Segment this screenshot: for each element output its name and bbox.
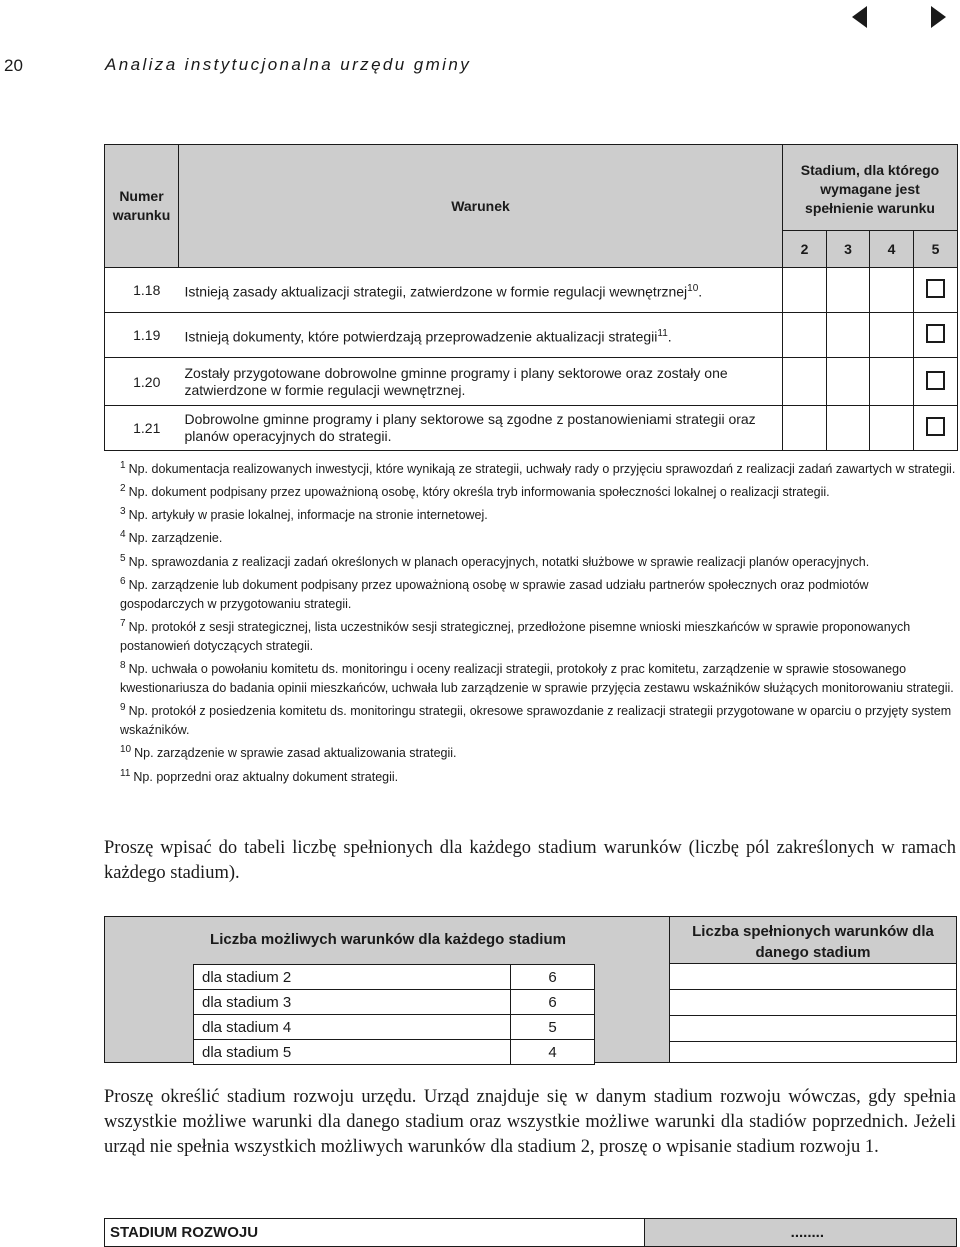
header-stage-3: 3 [827,231,870,268]
table-row [105,358,958,406]
footnote: $^5$ Np. sprawozdania z realizacji zadań określonych w planach operacyjnych, notatki służbowe w sprawie realizacji planów operacyjnych. [120,552,870,569]
header-number: Numer warunku [105,145,179,268]
table-row [105,406,958,451]
footnote: $^4$ Np. zarządzenie. [120,529,223,546]
stage-label: dla stadium 3 [194,990,511,1015]
stage-label: dla stadium 4 [194,1015,511,1040]
row-condition: Istnieją dokumenty, które potwierdzają przeprowadzenie aktualizacji strategii$^{11}$. [179,313,783,358]
table-row [194,1015,595,1040]
stage-count: 6 [511,965,595,990]
header-stage-2: 2 [783,231,827,268]
row-number: 1.19 [105,313,179,358]
conditions-table [104,144,958,451]
row-number: 1.21 [105,406,179,451]
table-row [105,268,958,313]
footnotes [120,456,956,787]
possible-conditions-panel [104,916,670,1063]
instruction-paragraph: Proszę wpisać do tabeli liczbę spełnionych dla każdego stadium warunków (liczbę pól zakreślonych w ramach każdego stadium). [104,838,956,883]
checkbox-stage-5[interactable] [926,324,945,343]
stage-label: dla stadium 2 [194,965,511,990]
footnote: $^{10}$ Np. zarządzenie w sprawie zasad aktualizowania strategii. [120,744,457,761]
fulfilled-stage-2-field[interactable] [670,963,956,989]
fulfilled-conditions-title: Liczba spełnionych warunków dla danego stadium [670,917,956,963]
table-row [194,990,595,1015]
footnote: $^2$ Np. dokument podpisany przez upoważnioną osobę, który określa tryb informowania społeczności lokalnej o realizacji strategii. [120,483,830,500]
next-page-icon[interactable] [931,6,946,28]
possible-conditions-title: Liczba możliwych warunków dla każdego stadium [210,931,566,948]
stage-label: dla stadium 5 [194,1040,511,1065]
stage-instruction-paragraph: Proszę określić stadium rozwoju urzędu. Urząd znajduje się w danym stadium rozwoju wówczas, gdy spełnia wszystkie możliwe warunki dla danego stadium oraz wszystkie możliwe warunki dla stadiów poprzednich. Jeżeli urząd nie spełnia wszystkich możliwych warunków dla stadium 2, proszę o wpisanie stadium rozwoju 1. [104,1087,956,1157]
footnote: $^9$ Np. protokół z posiedzenia komitetu ds. monitoringu strategii, okresowe sprawozdanie z realizacji strategii przygotowane w oparciu o przyjęty system wskaźników. [120,702,952,738]
footnote: $^3$ Np. artykuły w prasie lokalnej, informacje na stronie internetowej. [120,506,488,523]
header-stage: Stadium, dla którego wymagane jest spełnienie warunku [783,145,958,231]
row-number: 1.20 [105,358,179,406]
stage-count: 4 [511,1040,595,1065]
table-row [105,313,958,358]
header-condition: Warunek [179,145,783,268]
development-stage-label: STADIUM ROZWOJU [105,1219,645,1246]
page-number: 20 [4,56,23,75]
header-stage-5: 5 [914,231,958,268]
table-row [194,965,595,990]
footnote: $^1$ Np. dokumentacja realizowanych inwestycji, które wynikają ze strategii, uchwały rady o przyjęciu sprawozdań z realizacji zadań zawartych w strategii. [120,460,956,477]
footnote: $^{11}$ Np. poprzedni oraz aktualny dokument strategii. [120,767,399,784]
development-stage-field[interactable]: ........ [645,1219,956,1246]
footnote: $^8$ Np. uchwała o powołaniu komitetu ds. monitoringu i oceny realizacji strategii, protokoły z prac komitetu, zarządzenie w sprawie stosowanego kwestionariusza do badania opinii mieszkańców, uchwała lub zarządzenie w sprawie przyjęcia zestawu wskaźników służących monitorowaniu strategii. [120,660,954,696]
table-row [194,1040,595,1065]
possible-conditions-table [193,964,595,1065]
row-condition: Istnieją zasady aktualizacji strategii, zatwierdzone w formie regulacji wewnętrznej$^{10}$. [179,268,783,313]
checkbox-stage-5[interactable] [926,279,945,298]
row-condition: Dobrowolne gminne programy i plany sektorowe są zgodne z postanowieniami strategii oraz planów operacyjnych do strategii. [179,406,783,451]
checkbox-stage-5[interactable] [926,371,945,390]
row-number: 1.18 [105,268,179,313]
fulfilled-stage-3-field[interactable] [670,989,956,1015]
fulfilled-stage-4-field[interactable] [670,1015,956,1041]
page-title: Analiza instytucjonalna urzędu gminy [105,55,472,74]
fulfilled-conditions-panel [670,916,957,1063]
development-stage-box [104,1218,957,1247]
footnote: $^6$ Np. zarządzenie lub dokument podpisany przez upoważnioną osobę w sprawie zasad udziału partnerów społecznych oraz podmiotów gospodarczych w przygotowaniu strategii. [120,575,869,611]
stage-count: 5 [511,1015,595,1040]
row-condition: Zostały przygotowane dobrowolne gminne programy i plany sektorowe oraz zostały one zatwierdzone w formie regulacji wewnętrznej. [179,358,783,406]
footnote: $^7$ Np. protokół z sesji strategicznej, lista uczestników sesji strategicznej, przedłożone pisemne wnioski mieszkańców w sprawie proponowanych postanowień dotyczących strategii. [120,617,911,654]
fulfilled-stage-5-field[interactable] [670,1041,956,1067]
summary-table [104,916,957,1063]
checkbox-stage-5[interactable] [926,417,945,436]
header-stage-4: 4 [870,231,914,268]
previous-page-icon[interactable] [852,6,867,28]
stage-count: 6 [511,990,595,1015]
